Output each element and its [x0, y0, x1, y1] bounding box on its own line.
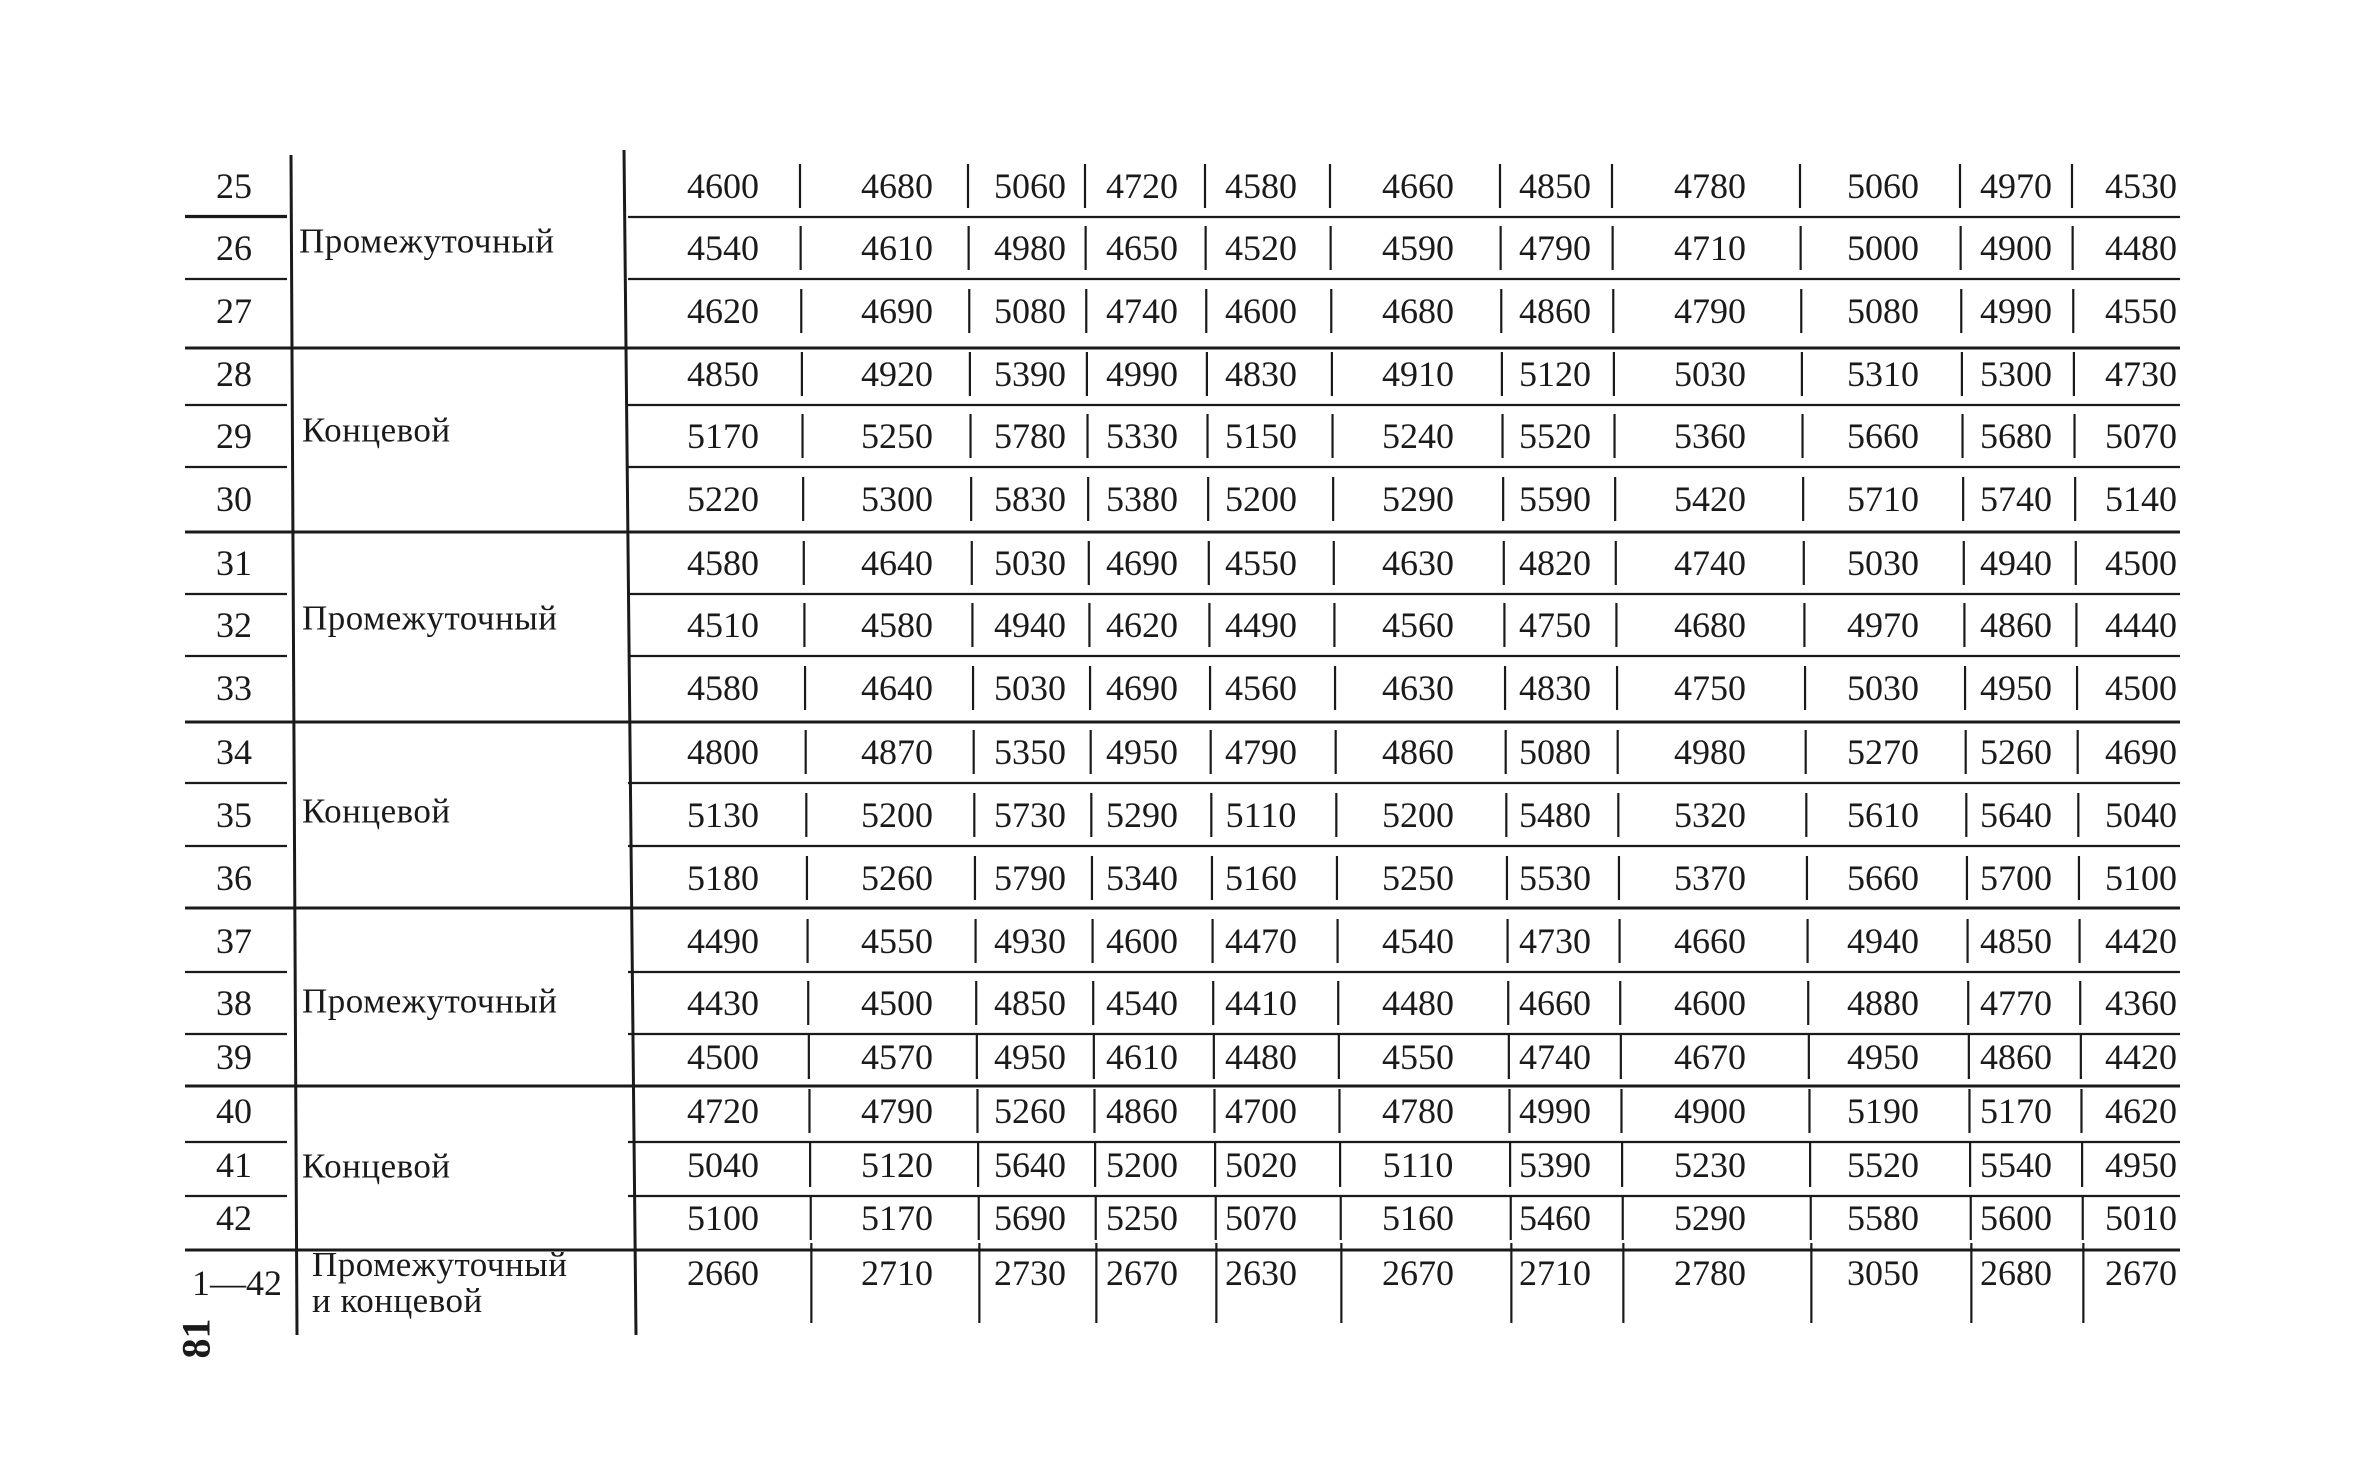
table-cell: 4950 — [1980, 668, 2052, 708]
table-cell: 4860 — [1382, 732, 1454, 772]
table-cell: 5240 — [1382, 416, 1454, 456]
summary-row-number: 1—42 — [192, 1263, 282, 1303]
table-cell: 5680 — [1980, 416, 2052, 456]
table-cell: 5690 — [994, 1198, 1066, 1238]
table-cell: 5040 — [2105, 795, 2177, 835]
group-label: Концевой — [302, 410, 451, 450]
table-cell: 5250 — [1106, 1198, 1178, 1238]
table-cell: 4660 — [1674, 921, 1746, 961]
table-cell: 5460 — [1519, 1198, 1591, 1238]
table-cell: 4690 — [861, 291, 933, 331]
row-number: 28 — [216, 354, 252, 394]
table-cell: 4780 — [1382, 1091, 1454, 1131]
table-cell: 4650 — [1106, 228, 1178, 268]
table-cell: 4850 — [994, 983, 1066, 1023]
table-cell: 4940 — [1847, 921, 1919, 961]
table-cell: 5180 — [687, 858, 759, 898]
table-cell: 4630 — [1382, 668, 1454, 708]
table-cell: 4880 — [1847, 983, 1919, 1023]
row-number: 30 — [216, 479, 252, 519]
group-label: Промежуточный — [299, 221, 555, 261]
table-cell: 4540 — [1382, 921, 1454, 961]
table-cell: 5530 — [1519, 858, 1591, 898]
table-cell: 5580 — [1847, 1198, 1919, 1238]
table-cell: 4680 — [1382, 291, 1454, 331]
table-cell: 5230 — [1674, 1145, 1746, 1185]
table-cell: 5610 — [1847, 795, 1919, 835]
table-cell: 4580 — [687, 543, 759, 583]
row-number: 27 — [216, 291, 252, 331]
label-column-border — [624, 150, 636, 1335]
table-cell: 4580 — [1225, 166, 1297, 206]
table-cell: 5420 — [1674, 479, 1746, 519]
table-cell: 5120 — [861, 1145, 933, 1185]
summary-label-line1: Промежуточный — [312, 1245, 568, 1284]
table-cell: 5000 — [1847, 228, 1919, 268]
table-cell: 4740 — [1106, 291, 1178, 331]
table-cell: 4600 — [687, 166, 759, 206]
summary-cell: 2660 — [687, 1253, 759, 1293]
table-cell: 5330 — [1106, 416, 1178, 456]
table-cell: 4860 — [1980, 1037, 2052, 1077]
table-cell: 5310 — [1847, 354, 1919, 394]
table-cell: 5170 — [861, 1198, 933, 1238]
table-cell: 5100 — [687, 1198, 759, 1238]
table-cell: 5250 — [861, 416, 933, 456]
table-cell: 4600 — [1674, 983, 1746, 1023]
table-cell: 4620 — [2105, 1091, 2177, 1131]
table-cell: 5260 — [1980, 732, 2052, 772]
table-cell: 4550 — [2105, 291, 2177, 331]
row-number-column-border — [291, 155, 297, 1335]
table-cell: 4920 — [861, 354, 933, 394]
table-cell: 5030 — [1847, 543, 1919, 583]
table-cell: 4740 — [1519, 1037, 1591, 1077]
table-cell: 5190 — [1847, 1091, 1919, 1131]
row-number: 25 — [216, 166, 252, 206]
table-cell: 5260 — [994, 1091, 1066, 1131]
table-cell: 4560 — [1225, 668, 1297, 708]
table-cell: 4820 — [1519, 543, 1591, 583]
table-cell: 4550 — [1382, 1037, 1454, 1077]
table-cell: 4500 — [861, 983, 933, 1023]
table-cell: 4860 — [1980, 605, 2052, 645]
table-cell: 4730 — [2105, 354, 2177, 394]
table-cell: 5030 — [994, 668, 1066, 708]
table-cell: 4800 — [687, 732, 759, 772]
table-cell: 5200 — [1106, 1145, 1178, 1185]
table-cell: 5030 — [1847, 668, 1919, 708]
table-cell: 5730 — [994, 795, 1066, 835]
table-cell: 4610 — [861, 228, 933, 268]
table-cell: 4560 — [1382, 605, 1454, 645]
table-cell: 4600 — [1225, 291, 1297, 331]
table-cell: 4510 — [687, 605, 759, 645]
table-cell: 4830 — [1225, 354, 1297, 394]
table-cell: 4500 — [2105, 543, 2177, 583]
table-cell: 4860 — [1106, 1091, 1178, 1131]
table-cell: 4980 — [1674, 732, 1746, 772]
table-cell: 5270 — [1847, 732, 1919, 772]
table-cell: 5780 — [994, 416, 1066, 456]
table-cell: 4990 — [1980, 291, 2052, 331]
table-cell: 4540 — [1106, 983, 1178, 1023]
table-cell: 5790 — [994, 858, 1066, 898]
table-cell: 4550 — [861, 921, 933, 961]
table-cell: 5480 — [1519, 795, 1591, 835]
table-cell: 5030 — [994, 543, 1066, 583]
table-cell: 5140 — [2105, 479, 2177, 519]
summary-cell: 2780 — [1674, 1253, 1746, 1293]
row-number: 40 — [216, 1091, 252, 1131]
table-cell: 5740 — [1980, 479, 2052, 519]
table-cell: 4990 — [1519, 1091, 1591, 1131]
table-cell: 4720 — [687, 1091, 759, 1131]
table-cell: 5170 — [687, 416, 759, 456]
table-cell: 5010 — [2105, 1198, 2177, 1238]
row-number: 42 — [216, 1198, 252, 1238]
table-cell: 4500 — [2105, 668, 2177, 708]
table-cell: 5710 — [1847, 479, 1919, 519]
summary-label-line2: и концевой — [312, 1281, 483, 1320]
table-cell: 5110 — [1225, 795, 1297, 835]
table-cell: 4490 — [687, 921, 759, 961]
table-cell: 5370 — [1674, 858, 1746, 898]
table-cell: 4770 — [1980, 983, 2052, 1023]
table-cell: 4790 — [1519, 228, 1591, 268]
table-cell: 4980 — [994, 228, 1066, 268]
group-label: Концевой — [302, 791, 451, 831]
table-cell: 4900 — [1980, 228, 2052, 268]
table-cell: 4970 — [1847, 605, 1919, 645]
table-cell: 4690 — [1106, 668, 1178, 708]
table-cell: 5110 — [1382, 1145, 1454, 1185]
group-label: Концевой — [302, 1146, 451, 1186]
table-cell: 5200 — [1382, 795, 1454, 835]
summary-cell: 2710 — [861, 1253, 933, 1293]
table-cell: 4690 — [1106, 543, 1178, 583]
table-cell: 4470 — [1225, 921, 1297, 961]
table-cell: 4720 — [1106, 166, 1178, 206]
table-cell: 5100 — [2105, 858, 2177, 898]
row-number: 35 — [216, 795, 252, 835]
table-cell: 4940 — [994, 605, 1066, 645]
table-cell: 4540 — [687, 228, 759, 268]
table-cell: 4600 — [1106, 921, 1178, 961]
table-cell: 5700 — [1980, 858, 2052, 898]
table-cell: 4680 — [1674, 605, 1746, 645]
table-cell: 4520 — [1225, 228, 1297, 268]
table-cell: 4680 — [861, 166, 933, 206]
table-cell: 5290 — [1106, 795, 1178, 835]
table-cell: 4930 — [994, 921, 1066, 961]
table-cell: 4530 — [2105, 166, 2177, 206]
summary-cell: 2680 — [1980, 1253, 2052, 1293]
table-cell: 5250 — [1382, 858, 1454, 898]
table-cell: 4750 — [1674, 668, 1746, 708]
table-cell: 4700 — [1225, 1091, 1297, 1131]
table-cell: 4850 — [1519, 166, 1591, 206]
table-cell: 4950 — [994, 1037, 1066, 1077]
table-cell: 4360 — [2105, 983, 2177, 1023]
table-cell: 4660 — [1519, 983, 1591, 1023]
table-cell: 4420 — [2105, 921, 2177, 961]
table-cell: 5030 — [1674, 354, 1746, 394]
table-cell: 4850 — [1980, 921, 2052, 961]
row-number: 33 — [216, 668, 252, 708]
table-cell: 5080 — [1519, 732, 1591, 772]
table-cell: 5660 — [1847, 416, 1919, 456]
table-cell: 4870 — [861, 732, 933, 772]
table-cell: 5160 — [1225, 858, 1297, 898]
row-number: 34 — [216, 732, 252, 772]
table-cell: 4410 — [1225, 983, 1297, 1023]
table-cell: 5540 — [1980, 1145, 2052, 1185]
table-cell: 5320 — [1674, 795, 1746, 835]
row-number: 26 — [216, 228, 252, 268]
summary-cell: 3050 — [1847, 1253, 1919, 1293]
table-cell: 5070 — [1225, 1198, 1297, 1238]
table-cell: 5260 — [861, 858, 933, 898]
table-cell: 4500 — [687, 1037, 759, 1077]
row-number: 37 — [216, 921, 252, 961]
table-cell: 5080 — [994, 291, 1066, 331]
table-cell: 5660 — [1847, 858, 1919, 898]
table-cell: 5520 — [1847, 1145, 1919, 1185]
table-cell: 4730 — [1519, 921, 1591, 961]
table-cell: 5300 — [861, 479, 933, 519]
table-cell: 4950 — [2105, 1145, 2177, 1185]
table-cell: 4860 — [1519, 291, 1591, 331]
table-cell: 5520 — [1519, 416, 1591, 456]
table-cell: 4640 — [861, 543, 933, 583]
table-cell: 5640 — [994, 1145, 1066, 1185]
table-cell: 4950 — [1847, 1037, 1919, 1077]
table-cell: 5340 — [1106, 858, 1178, 898]
table-cell: 5150 — [1225, 416, 1297, 456]
table-cell: 4790 — [861, 1091, 933, 1131]
row-number: 36 — [216, 858, 252, 898]
table-cell: 5640 — [1980, 795, 2052, 835]
table-cell: 5130 — [687, 795, 759, 835]
table-cell: 4940 — [1980, 543, 2052, 583]
table-cell: 4790 — [1674, 291, 1746, 331]
table-cell: 4490 — [1225, 605, 1297, 645]
row-number: 41 — [216, 1145, 252, 1185]
row-number: 32 — [216, 605, 252, 645]
table-cell: 4790 — [1225, 732, 1297, 772]
summary-cell: 2710 — [1519, 1253, 1591, 1293]
table-cell: 5200 — [1225, 479, 1297, 519]
table-cell: 5040 — [687, 1145, 759, 1185]
table-cell: 5360 — [1674, 416, 1746, 456]
table-cell: 5390 — [994, 354, 1066, 394]
table-cell: 4710 — [1674, 228, 1746, 268]
table-cell: 5020 — [1225, 1145, 1297, 1185]
table-cell: 5070 — [2105, 416, 2177, 456]
table-cell: 4830 — [1519, 668, 1591, 708]
table-cell: 5380 — [1106, 479, 1178, 519]
table-cell: 4440 — [2105, 605, 2177, 645]
table-cell: 5080 — [1847, 291, 1919, 331]
table-cell: 5290 — [1382, 479, 1454, 519]
table-cell: 4900 — [1674, 1091, 1746, 1131]
table-cell: 5830 — [994, 479, 1066, 519]
table-cell: 5220 — [687, 479, 759, 519]
table-cell: 4630 — [1382, 543, 1454, 583]
table-cell: 5060 — [1847, 166, 1919, 206]
table-cell: 4430 — [687, 983, 759, 1023]
summary-cell: 2670 — [1106, 1253, 1178, 1293]
table-cell: 4660 — [1382, 166, 1454, 206]
table-cell: 5600 — [1980, 1198, 2052, 1238]
table-cell: 4580 — [687, 668, 759, 708]
table-cell: 4610 — [1106, 1037, 1178, 1077]
table-cell: 5590 — [1519, 479, 1591, 519]
table-cell: 4690 — [2105, 732, 2177, 772]
summary-cell: 2630 — [1225, 1253, 1297, 1293]
table-cell: 4570 — [861, 1037, 933, 1077]
table-cell: 4480 — [2105, 228, 2177, 268]
table-cell: 4750 — [1519, 605, 1591, 645]
table-cell: 5390 — [1519, 1145, 1591, 1185]
table-cell: 4740 — [1674, 543, 1746, 583]
table-cell: 4990 — [1106, 354, 1178, 394]
page-number: 81 — [173, 1318, 219, 1359]
table-cell: 4780 — [1674, 166, 1746, 206]
table-cell: 4550 — [1225, 543, 1297, 583]
table-cell: 4480 — [1382, 983, 1454, 1023]
table-cell: 5350 — [994, 732, 1066, 772]
table-cell: 4620 — [687, 291, 759, 331]
table-cell: 4620 — [1106, 605, 1178, 645]
table-cell: 4910 — [1382, 354, 1454, 394]
table-cell: 4950 — [1106, 732, 1178, 772]
table-cell: 4590 — [1382, 228, 1454, 268]
row-number: 31 — [216, 543, 252, 583]
table-cell: 5290 — [1674, 1198, 1746, 1238]
table-cell: 5120 — [1519, 354, 1591, 394]
summary-cell: 2670 — [1382, 1253, 1454, 1293]
table-cell: 5170 — [1980, 1091, 2052, 1131]
group-label: Промежуточный — [302, 981, 558, 1021]
row-number: 29 — [216, 416, 252, 456]
table-cell: 4850 — [687, 354, 759, 394]
table-cell: 5300 — [1980, 354, 2052, 394]
row-number: 39 — [216, 1037, 252, 1077]
table-cell: 5200 — [861, 795, 933, 835]
table-cell: 4670 — [1674, 1037, 1746, 1077]
group-label: Промежуточный — [302, 598, 558, 638]
table-cell: 4640 — [861, 668, 933, 708]
table-cell: 4580 — [861, 605, 933, 645]
summary-cell: 2670 — [2105, 1253, 2177, 1293]
table-cell: 4420 — [2105, 1037, 2177, 1077]
table-cell: 5160 — [1382, 1198, 1454, 1238]
table-cell: 5060 — [994, 166, 1066, 206]
summary-cell: 2730 — [994, 1253, 1066, 1293]
table-cell: 4970 — [1980, 166, 2052, 206]
table-cell: 4480 — [1225, 1037, 1297, 1077]
row-number: 38 — [216, 983, 252, 1023]
